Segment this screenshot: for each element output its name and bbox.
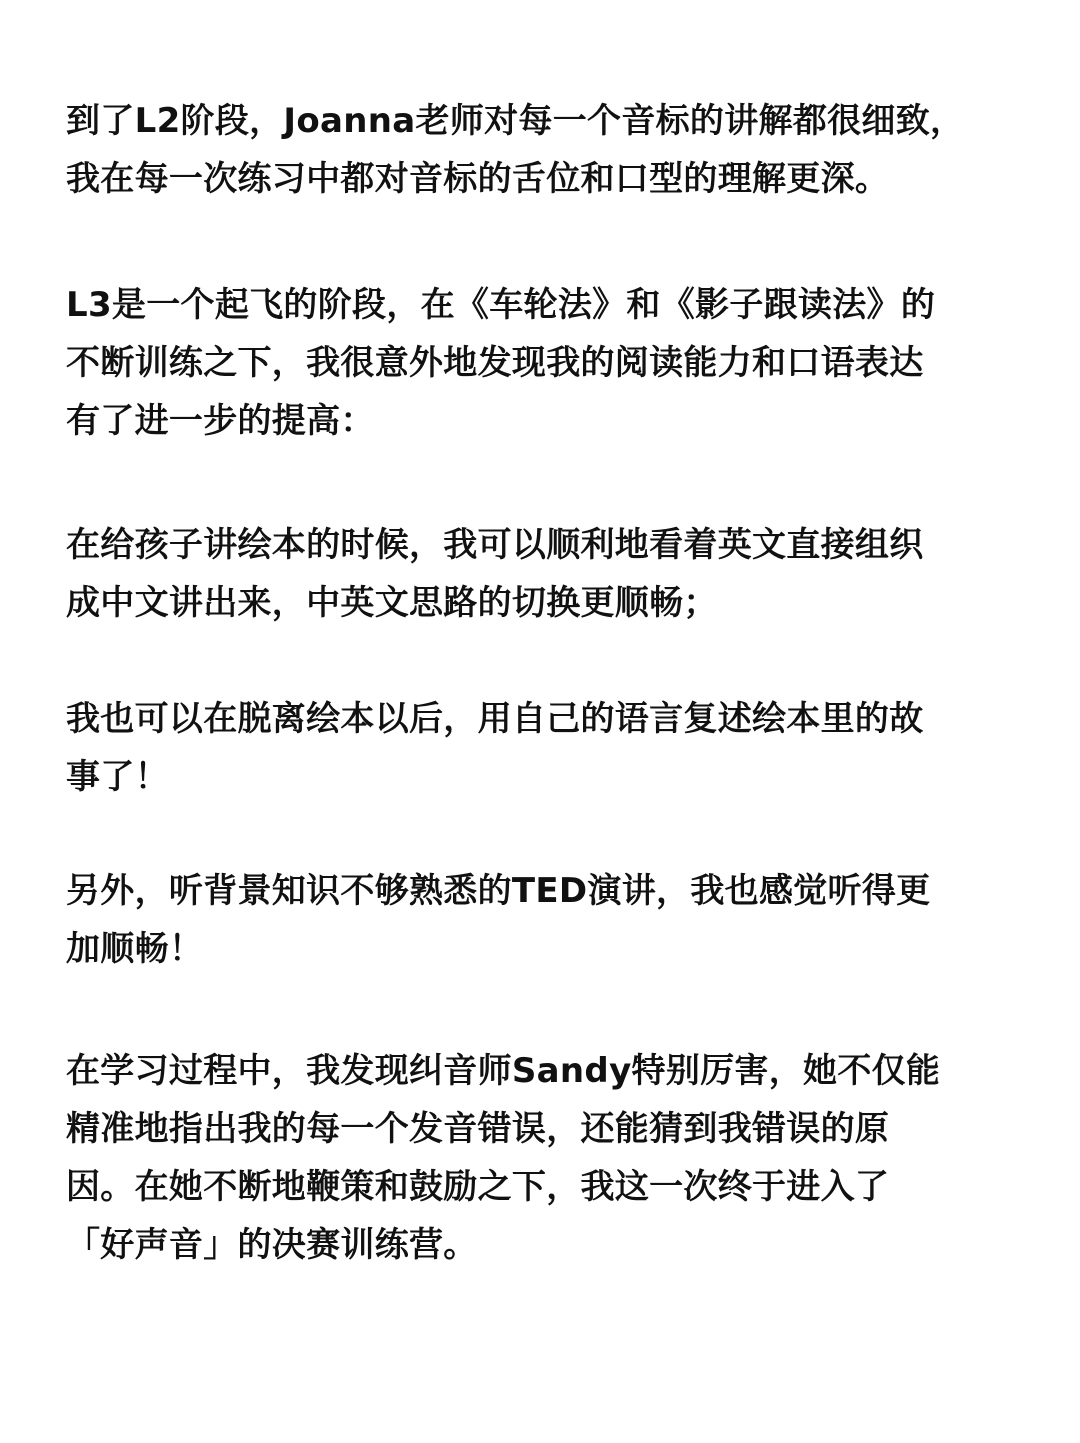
text-line: 不断训练之下，我很意外地发现我的阅读能力和口语表达: [66, 343, 924, 383]
text-line: 我在每一次练习中都对音标的舌位和口型的理解更深。: [66, 159, 890, 199]
paragraph-picture-books: [66, 516, 1006, 632]
paragraph-retelling: [66, 690, 1006, 806]
paragraph-sandy: [66, 1042, 1006, 1274]
text-line: 在给孩子讲绘本的时候，我可以顺利地看着英文直接组织: [66, 525, 924, 565]
text-line: 精准地指出我的每一个发音错误，还能猜到我错误的原: [66, 1109, 890, 1149]
text-line: L3是一个起飞的阶段，在《车轮法》和《影子跟读法》的: [66, 285, 936, 325]
text-line: 加顺畅！: [66, 929, 204, 969]
paragraph-l2: [66, 92, 1006, 208]
text-line: 事了！: [66, 757, 169, 797]
text-line: 有了进一步的提高：: [66, 401, 375, 441]
paragraph-l3: [66, 276, 1006, 450]
text-line: 另外，听背景知识不够熟悉的TED演讲，我也感觉听得更: [66, 871, 931, 911]
paragraph-ted: [66, 862, 1006, 978]
text-line: 在学习过程中，我发现纠音师Sandy特别厉害，她不仅能: [66, 1051, 941, 1091]
text-line: 因。在她不断地鞭策和鼓励之下，我这一次终于进入了: [66, 1167, 890, 1207]
text-line: 成中文讲出来，中英文思路的切换更顺畅；: [66, 583, 718, 623]
text-line: 我也可以在脱离绘本以后，用自己的语言复述绘本里的故: [66, 699, 924, 739]
text-line: 到了L2阶段，Joanna老师对每一个音标的讲解都很细致，: [66, 101, 965, 141]
text-line: 「好声音」的决赛训练营。: [66, 1225, 478, 1265]
